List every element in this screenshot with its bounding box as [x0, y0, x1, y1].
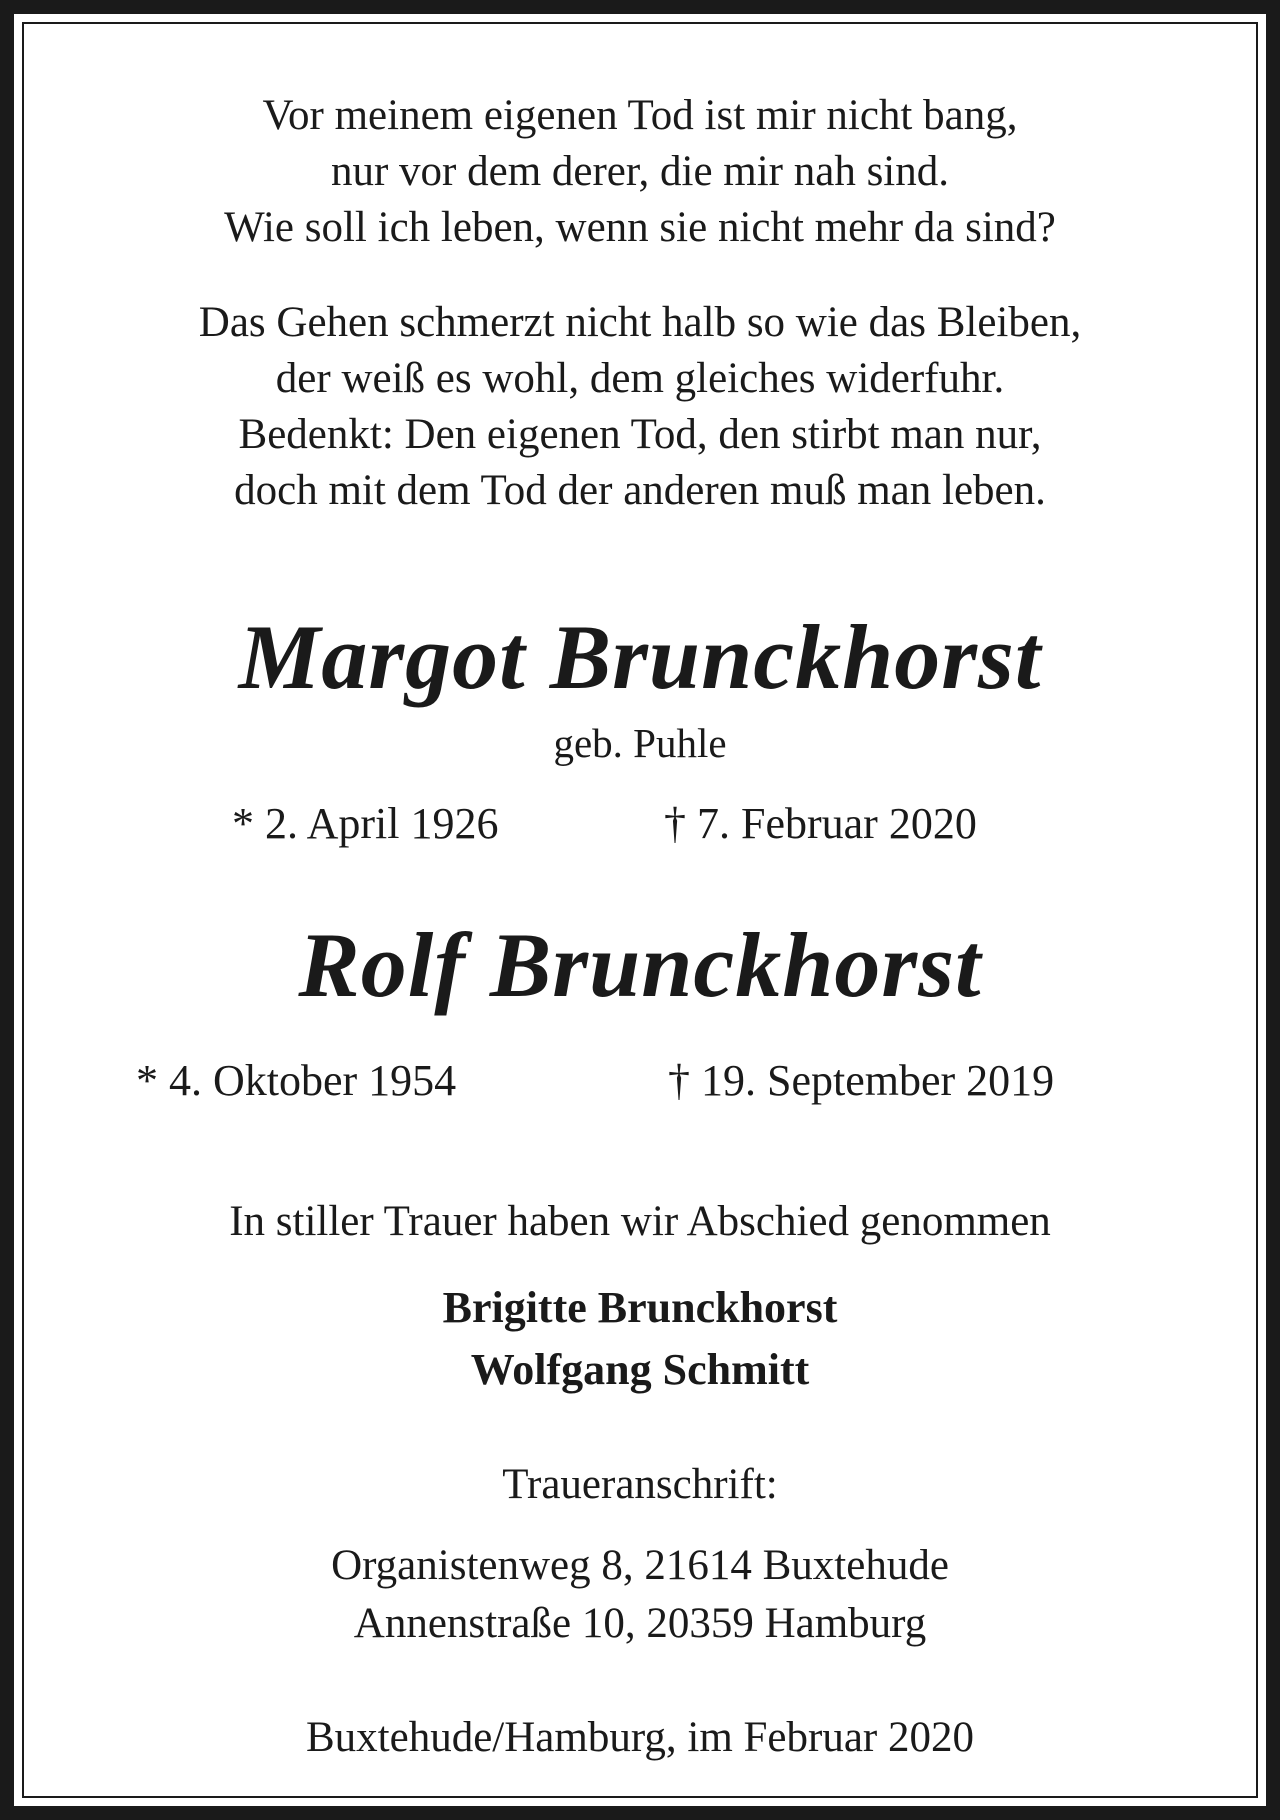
- address-line: Organistenweg 8, 21614 Buxtehude: [331, 1542, 949, 1589]
- birth-name: geb. Puhle: [553, 720, 727, 766]
- deceased-name: Rolf Brunckhorst: [298, 914, 982, 1016]
- life-dates: [0, 1053, 1280, 1109]
- mourner-name: Brigitte Brunckhorst: [442, 1283, 838, 1332]
- mourner-name: Wolfgang Schmitt: [470, 1345, 810, 1394]
- poem-line: Vor meinem eigenen Tod ist mir nicht bang,: [262, 92, 1018, 139]
- birth-date: * 4. Oktober 1954: [136, 1056, 457, 1105]
- inner-border: [22, 22, 1258, 1798]
- poem-line: doch mit dem Tod der anderen muß man leben.: [234, 467, 1046, 514]
- poem-line: Das Gehen schmerzt nicht halb so wie das Bleiben,: [198, 299, 1082, 346]
- deceased-name: Margot Brunckhorst: [238, 606, 1042, 708]
- place-and-date: Buxtehude/Hamburg, im Februar 2020: [306, 1714, 974, 1761]
- address-heading: Traueranschrift:: [502, 1461, 778, 1508]
- address-line: Annenstraße 10, 20359 Hamburg: [353, 1600, 927, 1647]
- poem-line: Wie soll ich leben, wenn sie nicht mehr da sind?: [224, 204, 1056, 251]
- life-dates: [0, 796, 1280, 852]
- death-date: † 19. September 2019: [668, 1056, 1055, 1105]
- birth-date: * 2. April 1926: [232, 799, 499, 848]
- death-date: † 7. Februar 2020: [664, 799, 977, 848]
- poem-line: nur vor dem derer, die mir nah sind.: [330, 148, 950, 195]
- poem-line: Bedenkt: Den eigenen Tod, den stirbt man nur,: [238, 411, 1042, 458]
- poem-line: der weiß es wohl, dem gleiches widerfuhr.: [275, 355, 1005, 402]
- mourning-text: In stiller Trauer haben wir Abschied genommen: [229, 1198, 1051, 1245]
